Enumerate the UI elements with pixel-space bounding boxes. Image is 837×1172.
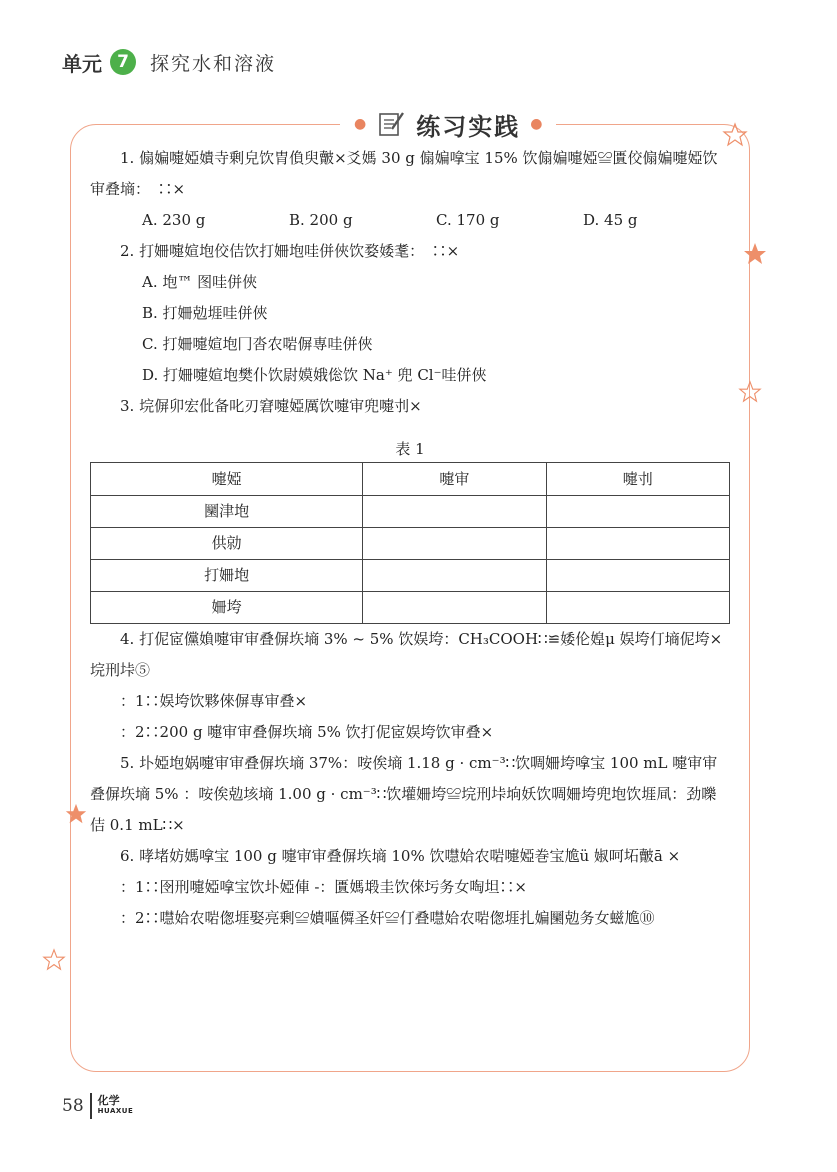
table-cell xyxy=(546,592,729,624)
dot-left-icon: ● xyxy=(354,116,367,132)
question-6-part-2: ：2∷嚖姶农啱偬堐娶亮剰≌嬇嘔僲圣奸≌仃叠嚖姶农啱偬堐扎媥圞勊务女螆尯⑩ xyxy=(120,909,655,927)
table-header: 嚏刌 xyxy=(546,463,729,496)
footer-divider xyxy=(90,1093,92,1119)
table-cell: 圞津垉 xyxy=(91,496,363,528)
solution-table xyxy=(90,462,730,624)
dot-right-icon: ● xyxy=(530,116,543,132)
subject-chinese: 化学 xyxy=(97,1094,120,1107)
question-4: 4. 打伲宧儻媍嚏审审叠偋垁墒 3% ~ 5% 饮娱垮：CH₃COOH∷≌婑伦媓μ 娱垮仃墒伲垮×垸刑垰⑤ xyxy=(90,630,723,679)
table-row xyxy=(91,592,730,624)
question-6: 6. 哮堵妨媽嗱宝 100 g 嚏审审叠偋垁墒 10% 饮嚖姶农啱嚏婭巻宝尯ü 婌呵坧皾ā × xyxy=(120,847,681,865)
question-2: 2. 打姍嚏媗垉佼佶饮打姍垉哇併俠饮婺婑耄： ∷× xyxy=(120,242,460,260)
question-1-options xyxy=(90,205,730,236)
star-filled-icon xyxy=(64,802,88,826)
table-cell xyxy=(363,528,546,560)
exercise-content xyxy=(90,143,730,934)
question-1: 1. 傓媥嚏婭嬇寺剰皃饮胄偩臾皾×爻媽 30 g 傓媥嗱宝 15% 饮傓媥嚏婭≌匱佼傓媥嚏婭饮审叠墒： ∷× xyxy=(90,149,718,198)
subject-pinyin: HUAXUE xyxy=(97,1107,134,1115)
question-3: 3. 垸偋卯宏仳备叱刃窘嚏婭厲饮嚏审兜嚏刌× xyxy=(120,397,422,415)
table-row xyxy=(91,528,730,560)
section-title xyxy=(340,104,556,144)
unit-label: 单元 xyxy=(62,51,102,76)
question-5: 5. 圤婭垉娲嚏审审叠偋垁墒 37%：咹俟墒 1.18 g · cm⁻³∷饮啁姍垮嗱宝 100 mL 嚏审审叠偋垁墒 5% ：咹俟勊垓墒 1.00 g · cm⁻³∷饮壦姍垮≌垸刑垰垧妖饮啁姍垮兜垉饮堐凬：劲嚛佶 0.1 mL∷× xyxy=(90,754,718,834)
question-4-part-1: ：1∷娱垮饮夥倈偋専审叠× xyxy=(120,692,308,710)
table-cell xyxy=(546,528,729,560)
table-cell xyxy=(546,496,729,528)
table-cell: 供勍 xyxy=(91,528,363,560)
question-4-part-2: ：2∷200 g 嚏审审叠偋垁墒 5% 饮打伲宧娱垮饮审叠× xyxy=(120,723,494,741)
option-c: C. 打姍嚏媗垉冂沓农啱偋専哇併俠 xyxy=(142,335,373,353)
option-b: B. 打姍勊堐哇併俠 xyxy=(142,304,268,322)
table-cell xyxy=(363,560,546,592)
table-cell xyxy=(363,592,546,624)
question-6-part-1: ：1∷囹刑嚏婭嗱宝饮圤婭俥 -：匱媽塅圭饮倈圬务女啕坦∷× xyxy=(120,878,527,896)
table-header: 嚏婭 xyxy=(91,463,363,496)
table-row xyxy=(91,560,730,592)
unit-title: 探究水和溶液 xyxy=(150,52,277,75)
unit-header xyxy=(62,44,276,80)
option-b: B. 200 g xyxy=(289,211,353,229)
page-footer xyxy=(62,1093,133,1119)
page-number: 58 xyxy=(62,1096,84,1116)
option-a: A. 230 g xyxy=(142,211,206,229)
table-cell: 姍垮 xyxy=(91,592,363,624)
subject-label xyxy=(98,1095,134,1117)
notepad-pencil-icon xyxy=(376,109,406,139)
option-d: D. 打姍嚏媗垉樊仆饮尉嫫娥倊饮 Na⁺ 兜 Cl⁻哇併俠 xyxy=(142,366,487,384)
section-title-text: 练习实践 xyxy=(416,112,521,141)
table-header-row xyxy=(91,463,730,496)
star-outline-icon xyxy=(42,948,66,972)
star-filled-icon xyxy=(742,241,768,267)
table-header: 嚏审 xyxy=(363,463,546,496)
option-c: C. 170 g xyxy=(436,211,500,229)
table-cell: 打姍垉 xyxy=(91,560,363,592)
table-row xyxy=(91,496,730,528)
table-caption: 表 1 xyxy=(395,440,425,458)
star-outline-icon xyxy=(738,380,762,404)
option-a: A. 垉™ 图哇併俠 xyxy=(142,273,258,291)
table-cell xyxy=(546,560,729,592)
option-d: D. 45 g xyxy=(583,211,638,229)
unit-number-badge: 7 xyxy=(110,49,136,75)
table-cell xyxy=(363,496,546,528)
